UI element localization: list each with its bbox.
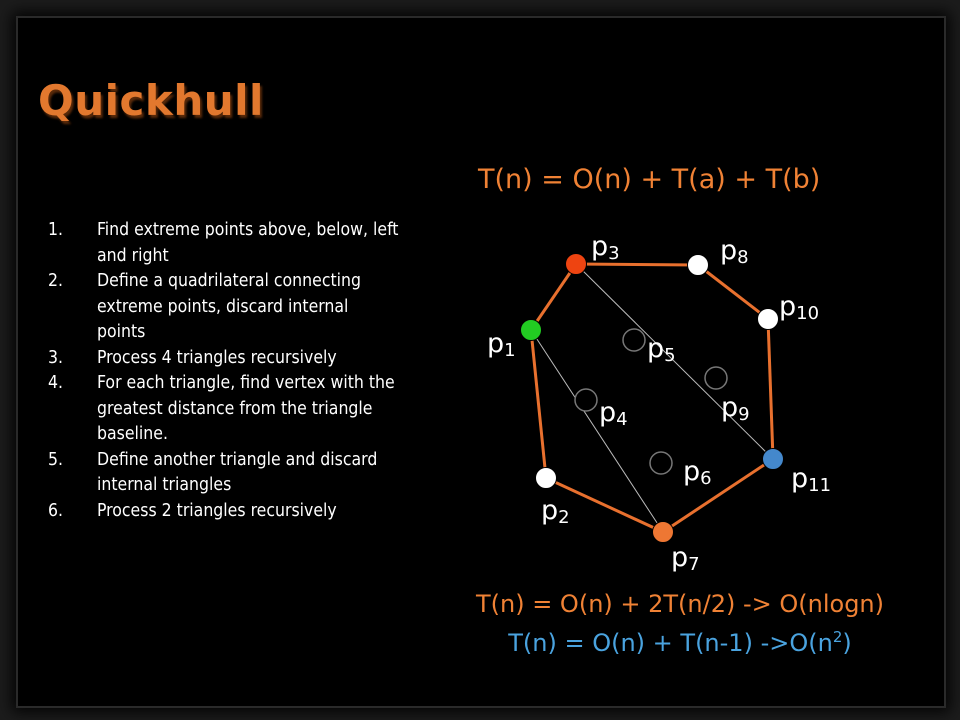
- hull-edge: [531, 330, 546, 478]
- recurrence-general: T(n) = O(n) + T(a) + T(b): [478, 164, 821, 195]
- step-text: Find extreme points above, below, left and right: [97, 220, 399, 266]
- hull-edge: [698, 265, 768, 319]
- recurrence-worst-case: [400, 628, 960, 657]
- step-number: 2.: [48, 271, 64, 291]
- hull-edge: [768, 319, 773, 459]
- point-label-p10: p10: [779, 291, 820, 324]
- step-text: Process 4 triangles recursively: [97, 347, 337, 368]
- point-p10: [758, 309, 779, 330]
- point-label-p1: p1: [487, 328, 516, 361]
- point-p7: [653, 522, 674, 543]
- point-label-p7: p7: [671, 542, 700, 575]
- point-p8: [688, 255, 709, 276]
- point-label-p11: p11: [791, 463, 832, 496]
- point-p5: [623, 329, 645, 351]
- worst-case-text: T(n) = O(n) + T(n-1) ->O(n: [508, 629, 833, 657]
- point-label-p8: p8: [720, 235, 749, 268]
- worst-case-close: ): [842, 629, 852, 657]
- step-text: For each triangle, find vertex with the greatest distance from the triangle baseline.: [97, 373, 395, 444]
- point-label-p9: p9: [721, 392, 750, 425]
- point-p3: [566, 254, 587, 275]
- point-label-p6: p6: [683, 456, 712, 489]
- step-number: 5.: [48, 449, 64, 470]
- step-number: 6.: [48, 500, 64, 521]
- recurrence-best-case: T(n) = O(n) + 2T(n/2) -> O(nlogn): [475, 590, 885, 618]
- step-text: Process 2 triangles recursively: [97, 500, 337, 521]
- point-label-p5: p5: [647, 333, 676, 366]
- worst-case-exponent: 2: [832, 628, 843, 646]
- point-label-p3: p3: [591, 231, 620, 264]
- point-p11: [763, 449, 784, 470]
- step-text: Define a quadrilateral connecting extreme points, discard internal points: [97, 271, 362, 342]
- point-label-p2: p2: [541, 495, 570, 528]
- point-p2: [536, 468, 557, 489]
- point-p1: [521, 320, 542, 341]
- hull-edge: [663, 459, 773, 532]
- slide-title: Quickhull: [38, 76, 264, 125]
- step-text: Define another triangle and discard internal triangles: [97, 449, 378, 495]
- step-number: 1.: [48, 220, 64, 240]
- point-p9: [705, 367, 727, 389]
- hull-edge: [576, 264, 698, 265]
- point-label-p4: p4: [599, 397, 628, 430]
- hull-edge: [531, 264, 576, 330]
- point-p4: [575, 389, 597, 411]
- step-number: 4.: [48, 373, 64, 393]
- step-number: 3.: [48, 347, 64, 368]
- point-p6: [650, 452, 672, 474]
